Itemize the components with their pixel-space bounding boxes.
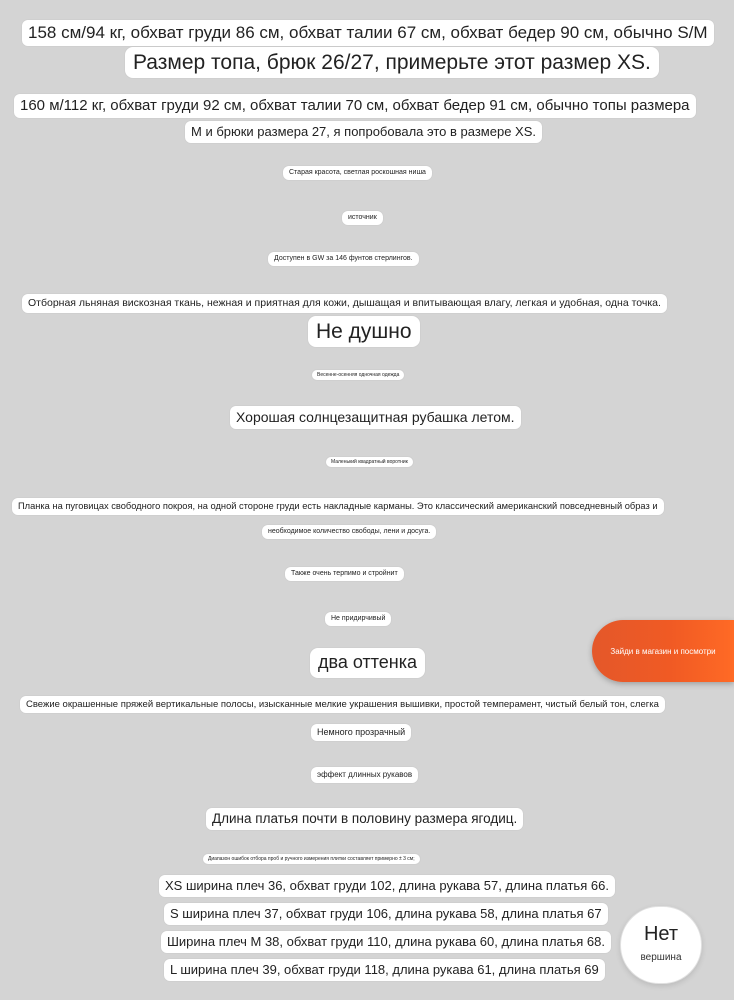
line-13: Планка на пуговицах свободного покроя, на одной стороне груди есть накладные карманы. Это классический американский повседневный образ и xyxy=(12,498,664,515)
size-row-s: S ширина плеч 37, обхват груди 106, длина рукава 58, длина платья 67 xyxy=(164,903,608,925)
line-12: Маленький квадратный воротник xyxy=(326,457,413,467)
line-10: Весенне-осенняя одночная одежда xyxy=(312,370,404,380)
back-to-top-main: Нет xyxy=(643,923,679,945)
line-16: Не придирчивый xyxy=(325,612,391,626)
line-4: М и брюки размера 27, я попробовала это в размере XS. xyxy=(185,121,542,143)
line-1: 158 см/94 кг, обхват груди 86 см, обхват талии 67 см, обхват бедер 90 см, обычно S/M xyxy=(22,20,714,46)
line-8: Отборная льняная вискозная ткань, нежная и приятная для кожи, дышащая и впитывающая влагу, легкая и удобная, одна точка. xyxy=(22,294,667,313)
size-row-xs: XS ширина плеч 36, обхват груди 102, длина рукава 57, длина платья 66. xyxy=(159,875,615,897)
line-11: Хорошая солнцезащитная рубашка летом. xyxy=(230,406,521,429)
line-20: эффект длинных рукавов xyxy=(311,767,418,783)
size-row-m: Ширина плеч М 38, обхват груди 110, длина рукава 60, длина платья 68. xyxy=(161,931,611,953)
shop-cta-label: Зайди в магазин и посмотри xyxy=(610,646,716,656)
back-to-top-button[interactable] xyxy=(620,906,702,984)
line-3: 160 м/112 кг, обхват груди 92 см, обхват талии 70 см, обхват бедер 91 см, обычно топы размера xyxy=(14,94,696,118)
line-21: Длина платья почти в половину размера ягодиц. xyxy=(206,808,523,830)
line-17: два оттенка xyxy=(310,648,425,678)
line-19: Немного прозрачный xyxy=(311,724,411,741)
back-to-top-sub: вершина xyxy=(640,952,682,963)
line-14: необходимое количество свободы, лени и досуга. xyxy=(262,525,436,539)
line-6: источник xyxy=(342,211,383,225)
line-18: Свежие окрашенные пряжей вертикальные полосы, изысканные мелкие украшения вышивки, простой темперамент, чистый белый тон, слегка xyxy=(20,696,665,713)
line-2: Размер топа, брюк 26/27, примерьте этот размер XS. xyxy=(125,47,659,78)
line-7: Доступен в GW за 146 фунтов стерлингов. xyxy=(268,252,419,266)
line-5: Старая красота, светлая роскошная ниша xyxy=(283,166,432,180)
line-9: Не душно xyxy=(308,316,420,347)
shop-cta-button[interactable] xyxy=(592,620,734,682)
size-row-l: L ширина плеч 39, обхват груди 118, длина рукава 61, длина платья 69 xyxy=(164,959,605,981)
line-22: Диапазон ошибок отбора проб и ручного измерения плитки составляет примерно ± 3 см; xyxy=(203,854,420,864)
line-15: Также очень терпимо и стройнит xyxy=(285,567,404,581)
